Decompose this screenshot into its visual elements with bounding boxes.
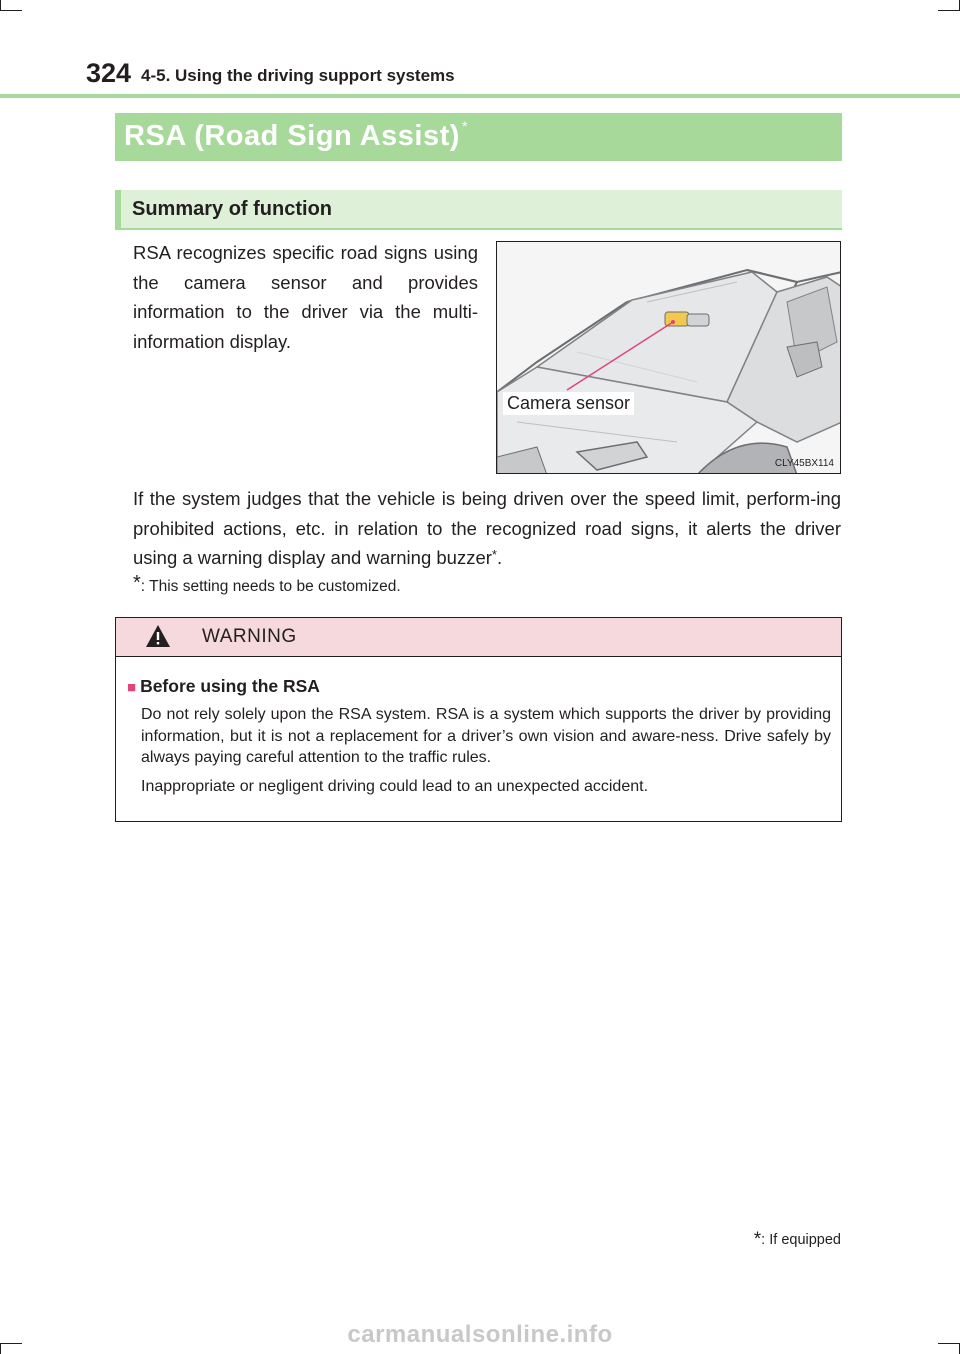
page-header [0, 52, 960, 98]
section-title-bar [115, 113, 842, 161]
crop-mark [0, 0, 1, 10]
footnote-text: : This setting needs to be customized. [140, 578, 401, 595]
body-paragraph [133, 484, 841, 573]
warning-header [116, 618, 841, 657]
crop-mark [938, 10, 960, 11]
section-title [124, 120, 468, 153]
warning-box [115, 617, 842, 822]
footnote [133, 574, 401, 597]
warning-paragraph-2: Inappropriate or negligent driving could lead to an unexpected accident. [141, 778, 649, 795]
camera-sensor-figure [496, 241, 841, 474]
page-number: 324 [86, 58, 132, 88]
subsection-title: Summary of function [132, 198, 333, 220]
warning-subtitle-text: Before using the RSA [140, 676, 320, 696]
crop-mark [0, 10, 22, 11]
body-end: . [496, 547, 503, 568]
intro-paragraph: RSA recognizes specific road signs using the camera sensor and provides information to the driver via the multi-information display. [133, 242, 478, 352]
figure-code: CLY45BX114 [774, 458, 834, 469]
subsection-accent [115, 190, 121, 228]
equipped-asterisk: * [753, 1229, 762, 1250]
header-rule [0, 94, 960, 98]
warning-triangle-icon [145, 624, 171, 648]
equipped-note [754, 1228, 841, 1250]
warning-paragraph-1: Do not rely solely upon the RSA system. RSA is a system which supports the driver by providing information, but it is not a replacement for a driver’s own vision and aware-ness. Drive safely by always paying careful attention to the traffic rules. [141, 706, 831, 766]
footnote-asterisk: * [133, 572, 141, 594]
watermark: carmanualsonline.info [347, 1321, 613, 1348]
camera-sensor-label: Camera sensor [503, 392, 634, 415]
title-asterisk: * [461, 118, 468, 134]
section-title-text: RSA (Road Sign Assist) [124, 120, 460, 152]
chapter-title: 4-5. Using the driving support systems [141, 66, 455, 85]
equipped-text: : If equipped [761, 1232, 841, 1248]
warning-subtitle [127, 676, 320, 697]
warning-title: WARNING [202, 626, 297, 647]
body-asterisk: * [491, 547, 497, 562]
body-text: If the system judges that the vehicle is being driven over the speed limit, perform-ing prohibited actions, etc. in relation to the recognized road signs, it alerts the driver using a warning display and warning buzzer [133, 488, 841, 568]
subsection-bar [115, 190, 842, 230]
vehicle-illustration [497, 242, 841, 474]
square-bullet-icon: ■ [127, 679, 137, 696]
